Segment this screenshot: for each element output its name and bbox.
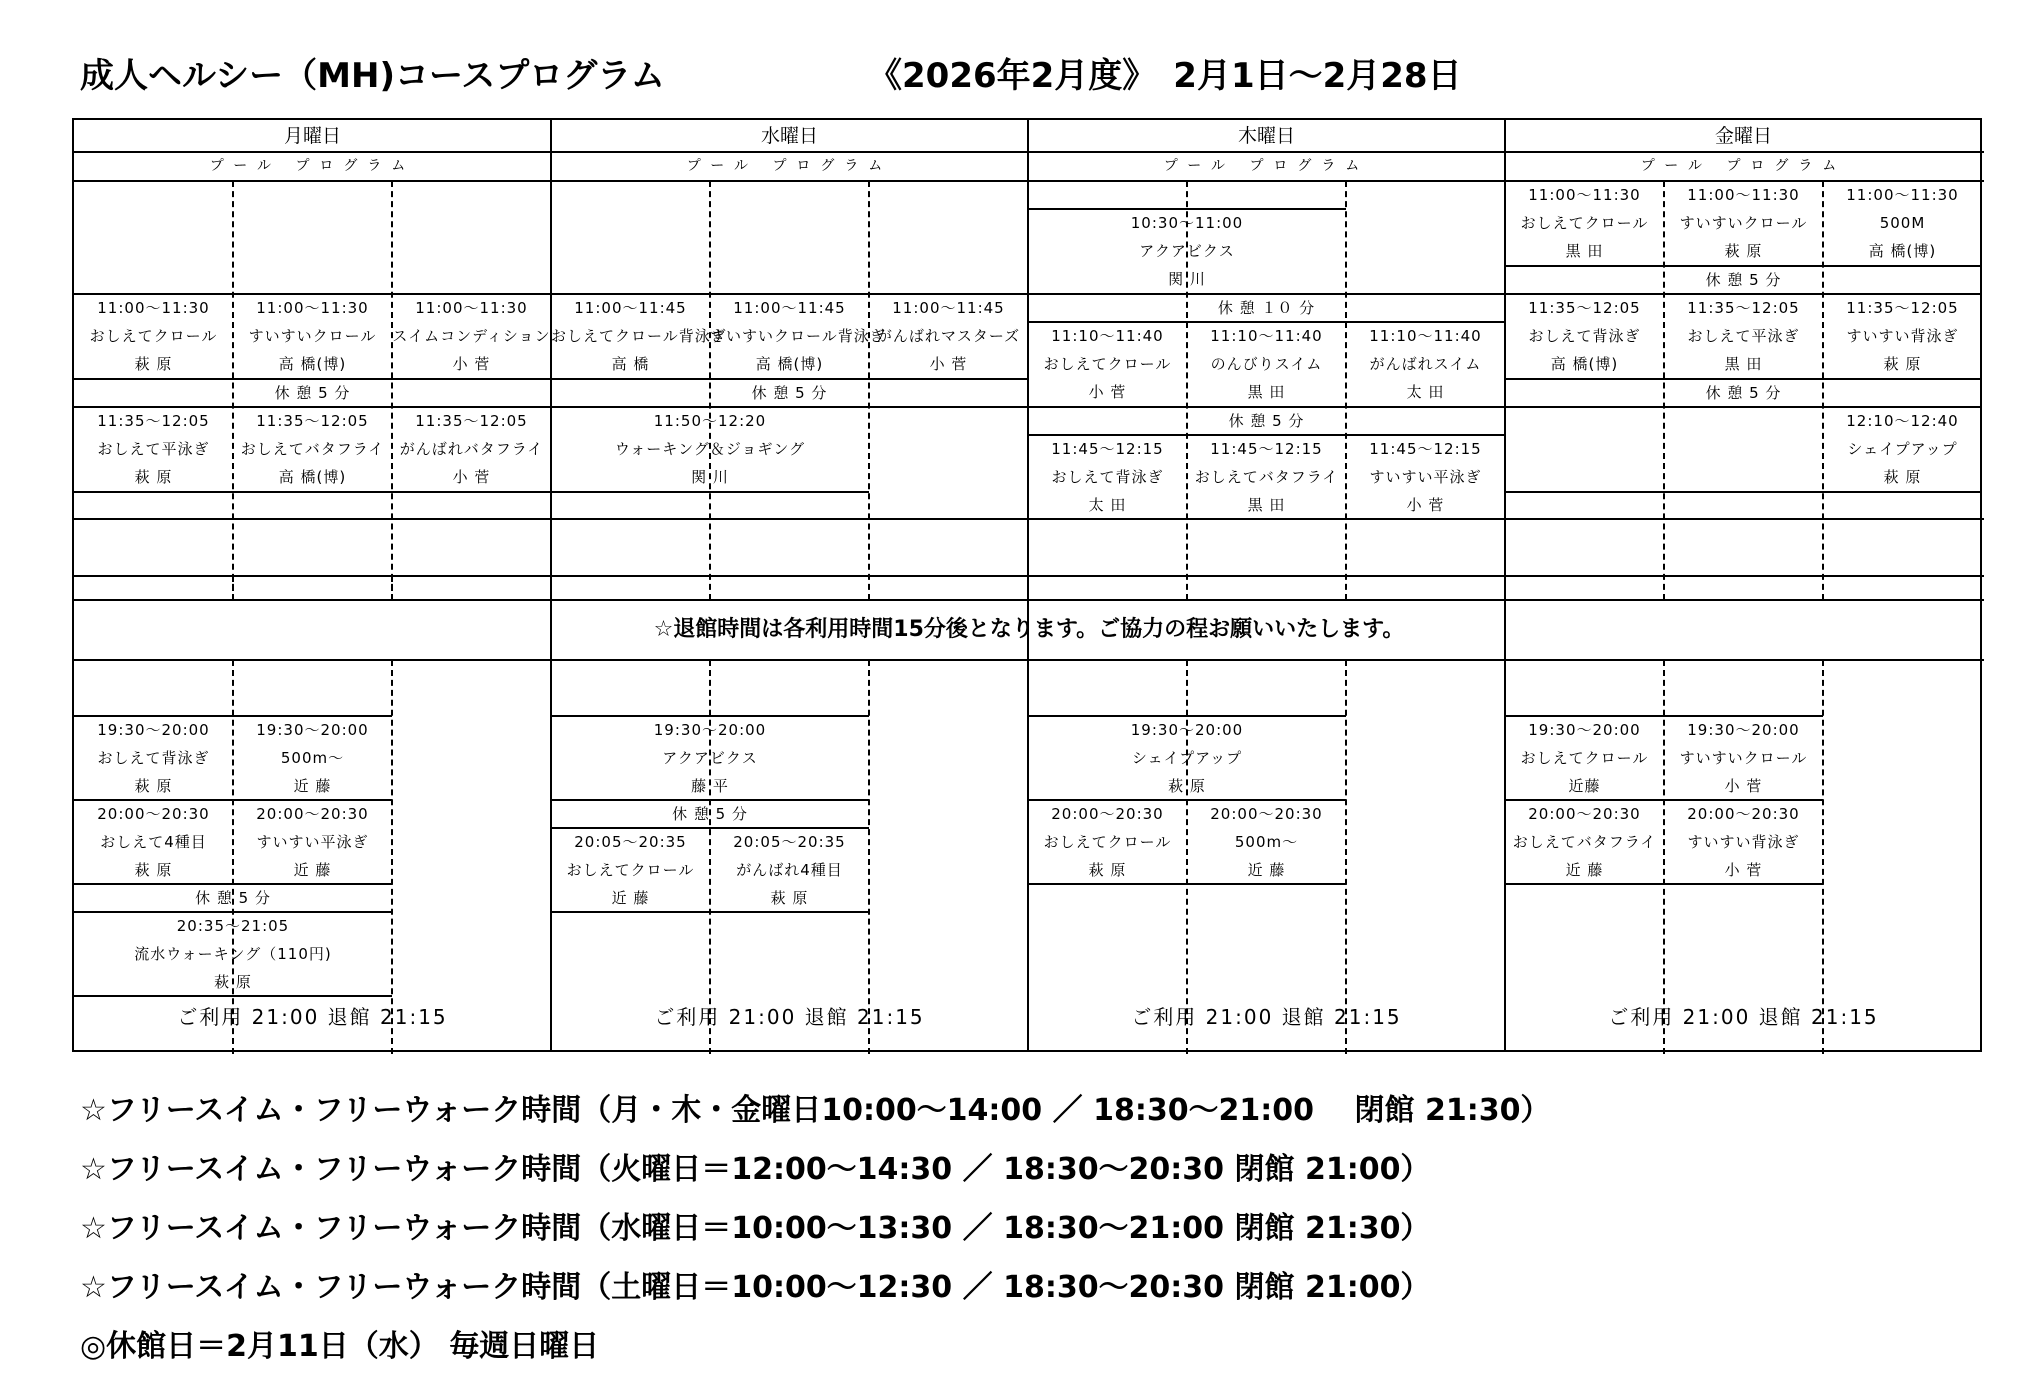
class-instructor: 高 橋(博) (755, 355, 824, 373)
page-title: 成人ヘルシー（MH)コースプログラム (80, 56, 665, 96)
footer-line-4: ☆フリースイム・フリーウォーク時間（土曜日＝10:00～12:30 ／ 18:30～20:30 閉館 21:00） (80, 1270, 1431, 1305)
grid-dash (232, 576, 234, 600)
class-time: 11:45～12:15 (1210, 440, 1323, 458)
class-instructor: 黒 田 (1565, 242, 1604, 260)
pool-program-header: プール プログラム (686, 158, 893, 174)
class-name: のんびりスイム (1210, 355, 1323, 373)
pool-program-header: プール プログラム (1163, 158, 1370, 174)
class-time: 11:00～11:45 (892, 299, 1005, 317)
class-instructor: 萩 原 (1168, 777, 1206, 795)
class-instructor: 小 菅 (929, 355, 968, 373)
class-instructor: 萩 原 (134, 355, 173, 373)
class-name: がんばれ4種目 (736, 861, 843, 879)
class-time: 19:30～20:00 (1528, 721, 1641, 739)
class-instructor: 小 菅 (1724, 777, 1763, 795)
class-name: 500m～ (280, 749, 345, 767)
class-instructor: 萩 原 (1724, 242, 1763, 260)
class-name: ウォーキング＆ジョギング (614, 440, 806, 458)
class-instructor: 近 藤 (293, 861, 332, 879)
class-time: 19:30～20:00 (1687, 721, 1800, 739)
footer-line-2: ☆フリースイム・フリーウォーク時間（火曜日＝12:00～14:30 ／ 18:30～20:30 閉館 21:00） (80, 1152, 1431, 1187)
class-time: 11:00～11:30 (1528, 186, 1641, 204)
class-instructor: 萩 原 (214, 973, 252, 991)
break-label: 休 憩 5 分 (751, 384, 828, 402)
class-instructor: 小 菅 (1088, 383, 1127, 401)
notice-text: ☆退館時間は各利用時間15分後となります。ご協力の程お願いいたします。 (653, 617, 1405, 642)
class-name: すいすいクロール (248, 327, 377, 345)
class-instructor: 近藤 (1568, 777, 1601, 795)
class-name: 500M (1879, 214, 1926, 232)
grid-line (74, 491, 551, 493)
footer-line-3: ☆フリースイム・フリーウォーク時間（水曜日＝10:00～13:30 ／ 18:30～21:00 閉館 21:30） (80, 1211, 1431, 1246)
class-time: 11:35～12:05 (1528, 299, 1641, 317)
class-time: 19:30～20:00 (256, 721, 369, 739)
class-instructor: 小 菅 (1724, 861, 1763, 879)
class-time: 12:10～12:40 (1846, 412, 1959, 430)
class-instructor: 萩 原 (134, 777, 173, 795)
class-instructor: 近 藤 (293, 777, 332, 795)
class-time: 11:00～11:30 (1846, 186, 1959, 204)
class-name: おしえてクロール (1520, 214, 1649, 232)
day-header: 金曜日 (1714, 125, 1772, 147)
class-name: おしえて4種目 (100, 833, 207, 851)
class-time: 20:05～20:35 (733, 833, 846, 851)
class-time: 20:00～20:30 (1051, 805, 1164, 823)
break-label: 休 憩 5 分 (195, 889, 271, 907)
class-instructor: 高 橋(博) (1868, 242, 1937, 260)
class-instructor: 黒 田 (1724, 355, 1763, 373)
class-name: シェイプアップ (1131, 749, 1243, 767)
class-name: すいすい背泳ぎ (1846, 327, 1959, 345)
class-instructor: 萩 原 (770, 889, 809, 907)
class-name: がんばれスイム (1369, 355, 1482, 373)
class-name: がんばれマスターズ (876, 327, 1021, 345)
class-time: 11:00～11:30 (415, 299, 528, 317)
class-instructor: 太 田 (1088, 496, 1127, 514)
class-name: アクアビクス (1139, 242, 1235, 260)
class-time: 11:00～11:45 (574, 299, 687, 317)
class-time: 11:00～11:30 (1687, 186, 1800, 204)
class-time: 11:00～11:30 (256, 299, 369, 317)
pool-program-header: プール プログラム (209, 158, 416, 174)
class-time: 20:05～20:35 (574, 833, 687, 851)
class-instructor: 萩 原 (134, 468, 173, 486)
break-label: 休 憩 5 分 (1705, 271, 1782, 289)
class-name: すいすい背泳ぎ (1687, 833, 1800, 851)
class-time: 11:50～12:20 (653, 412, 767, 430)
class-time: 19:30～20:00 (653, 721, 767, 739)
class-instructor: 黒 田 (1247, 496, 1286, 514)
class-instructor: 関 川 (1168, 270, 1206, 288)
class-time: 20:00～20:30 (1687, 805, 1800, 823)
class-name: アクアビクス (662, 749, 758, 767)
class-time: 11:10～11:40 (1369, 327, 1482, 345)
class-name: 流水ウォーキング（110円) (134, 945, 332, 963)
day-header: 水曜日 (760, 125, 818, 147)
class-name: おしえて背泳ぎ (1528, 327, 1641, 345)
class-instructor: 高 橋(博) (278, 355, 347, 373)
class-name: すいすい平泳ぎ (256, 833, 369, 851)
grid-line (74, 575, 1984, 577)
class-name: おしえてバタフライ (1512, 833, 1657, 851)
class-instructor: 小 菅 (452, 468, 491, 486)
class-name: すいすいクロール背泳ぎ (710, 327, 886, 345)
class-instructor: 萩 原 (1088, 861, 1127, 879)
class-time: 11:35～12:05 (1846, 299, 1959, 317)
class-time: 11:45～12:15 (1051, 440, 1164, 458)
class-time: 20:00～20:30 (256, 805, 369, 823)
class-time: 11:35～12:05 (1687, 299, 1800, 317)
pool-program-header: プール プログラム (1640, 158, 1847, 174)
class-instructor: 藤 平 (691, 777, 729, 795)
closing-time: ご利用 21:00 退館 21:15 (1131, 1005, 1402, 1029)
footer-line-1: ☆フリースイム・フリーウォーク時間（月・木・金曜日10:00～14:00 ／ 18:30～21:00 閉館 21:30） (80, 1093, 1551, 1128)
schedule-grid (72, 118, 1982, 1052)
class-time: 11:10～11:40 (1210, 327, 1323, 345)
break-label: 休 憩 5 分 (1705, 384, 1782, 402)
day-header: 木曜日 (1237, 125, 1295, 147)
class-name: おしえてクロール (1043, 833, 1172, 851)
class-time: 11:00～11:30 (97, 299, 210, 317)
class-time: 11:00～11:45 (733, 299, 846, 317)
class-name: がんばれバタフライ (399, 440, 544, 458)
class-instructor: 太 田 (1406, 383, 1445, 401)
class-name: おしえてクロール (566, 861, 695, 879)
class-time: 20:35～21:05 (176, 917, 290, 935)
class-instructor: 萩 原 (134, 861, 173, 879)
break-label: 休 憩 5 分 (1228, 412, 1305, 430)
closed-days: ◎休館日＝2月11日（水） 毎週日曜日 (80, 1329, 600, 1364)
closing-time: ご利用 21:00 退館 21:15 (654, 1005, 925, 1029)
class-time: 11:45～12:15 (1369, 440, 1482, 458)
class-name: すいすいクロール (1679, 214, 1808, 232)
class-name: おしえて平泳ぎ (1687, 327, 1800, 345)
class-instructor: 関 川 (691, 468, 729, 486)
class-time: 20:00～20:30 (1210, 805, 1323, 823)
closing-time: ご利用 21:00 退館 21:15 (177, 1005, 448, 1029)
class-instructor: 高 橋(博) (278, 468, 347, 486)
class-time: 11:35～12:05 (415, 412, 528, 430)
class-name: おしえて平泳ぎ (97, 440, 210, 458)
class-name: おしえてクロール (1520, 749, 1649, 767)
class-name: おしえてクロール (89, 327, 218, 345)
class-instructor: 近 藤 (1247, 861, 1286, 879)
class-instructor: 黒 田 (1247, 383, 1286, 401)
class-name: おしえてバタフライ (240, 440, 385, 458)
class-instructor: 高 橋 (611, 355, 650, 373)
class-instructor: 高 橋(博) (1550, 355, 1619, 373)
break-label: 休 憩 5 分 (274, 384, 351, 402)
break-label: 休 憩 １０ 分 (1217, 299, 1316, 317)
class-name: シェイプアップ (1847, 440, 1958, 458)
class-name: すいすいクロール (1679, 749, 1808, 767)
closing-time: ご利用 21:00 退館 21:15 (1608, 1005, 1879, 1029)
class-time: 19:30～20:00 (97, 721, 210, 739)
grid-dash (391, 576, 393, 600)
class-name: おしえて背泳ぎ (1051, 468, 1164, 486)
grid-line (551, 491, 869, 493)
day-header: 月曜日 (283, 125, 341, 147)
class-name: 500m～ (1234, 833, 1299, 851)
class-time: 20:00～20:30 (1528, 805, 1641, 823)
class-time: 20:00～20:30 (97, 805, 210, 823)
class-name: スイムコンディション (392, 327, 551, 345)
class-name: おしえてクロール (1043, 355, 1172, 373)
class-name: おしえて背泳ぎ (97, 749, 210, 767)
class-time: 19:30～20:00 (1130, 721, 1244, 739)
class-instructor: 萩 原 (1883, 468, 1922, 486)
grid-line (1505, 491, 1982, 493)
class-name: おしえてクロール背泳ぎ (551, 327, 727, 345)
class-instructor: 近 藤 (1565, 861, 1604, 879)
break-label: 休 憩 5 分 (672, 805, 748, 823)
period-label: 《2026年2月度》 2月1日～2月28日 (868, 56, 1462, 96)
class-name: すいすい平泳ぎ (1369, 468, 1482, 486)
class-instructor: 小 菅 (452, 355, 491, 373)
class-name: おしえてバタフライ (1194, 468, 1339, 486)
class-instructor: 萩 原 (1883, 355, 1922, 373)
class-time: 11:35～12:05 (97, 412, 210, 430)
class-time: 11:35～12:05 (256, 412, 369, 430)
class-time: 10:30～11:00 (1130, 214, 1244, 232)
class-instructor: 小 菅 (1406, 496, 1445, 514)
class-time: 11:10～11:40 (1051, 327, 1164, 345)
class-instructor: 近 藤 (611, 889, 650, 907)
